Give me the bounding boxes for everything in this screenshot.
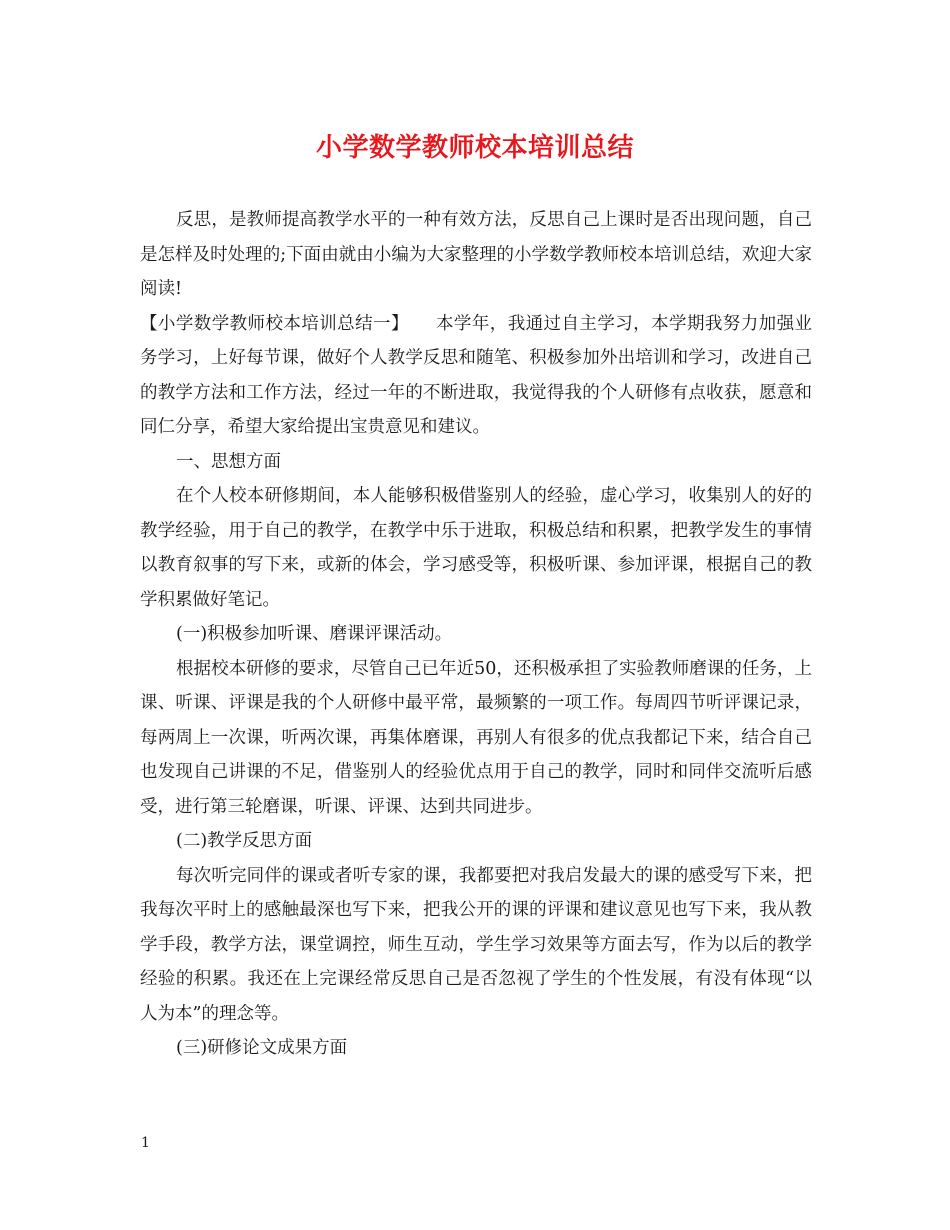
section-heading-thought: 一、思想方面 [176, 451, 281, 472]
reflection-paragraph: 每次听完同伴的课或者听专家的课，我都要把对我启发最大的课的感受写下来，把我每次平时上的感触最深也写下来，把我公开的课的评课和建议意见也写下来，我从教学手段，教学方法，课堂调控，师生互动，学生学习效果等方面去写，作为以后的教学经验的积累。我还在上完课经常反思自己是否忽视了学生的个性发展，有没有体现“以人为本”的理念等。 [140, 865, 812, 1024]
intro-paragraph: 反思，是教师提高教学水平的一种有效方法，反思自己上课时是否出现问题，自己是怎样及时处理的;下面由就由小编为大家整理的小学数学教师校本培训总结，欢迎大家阅读! [140, 210, 812, 299]
document-title: 小学数学教师校本培训总结 [315, 133, 634, 163]
summary-one-paragraph: 【小学数学教师校本培训总结一】 本学年，我通过自主学习，本学期我努力加强业务学习，上好每节课，做好个人教学反思和随笔、积极参加外出培训和学习，改进自己的教学方法和工作方法，经过一年的不断进取，我觉得我的个人研修有点收获，愿意和同仁分享，希望大家给提出宝贵意见和建议。 [140, 313, 812, 437]
thought-paragraph: 在个人校本研修期间，本人能够积极借鉴别人的经验，虚心学习，收集别人的好的教学经验，用于自己的教学，在教学中乐于进取，积极总结和积累，把教学发生的事情以教育叙事的写下来，或新的体会，学习感受等，积极听课、参加评课，根据自己的教学积累做好笔记。 [140, 486, 812, 610]
lessons-paragraph: 根据校本研修的要求，尽管自己已年近50，还积极承担了实验教师磨课的任务，上课、听课、评课是我的个人研修中最平常，最频繁的一项工作。每周四节听评课记录，每两周上一次课，听两次课，再集体磨课，再别人有很多的优点我都记下来，结合自己也发现自己讲课的不足，借鉴别人的经验优点用于自己的教学，同时和同伴交流听后感受，进行第三轮磨课，听课、评课、达到共同进步。 [140, 658, 812, 817]
subsection-heading-reflection: (二)教学反思方面 [176, 831, 313, 851]
document-body [140, 203, 812, 1066]
subsection-heading-lessons: (一)积极参加听课、磨课评课活动。 [176, 624, 453, 644]
subsection-heading-papers: (三)研修论文成果方面 [176, 1038, 348, 1058]
page-number: 1 [141, 1135, 150, 1151]
